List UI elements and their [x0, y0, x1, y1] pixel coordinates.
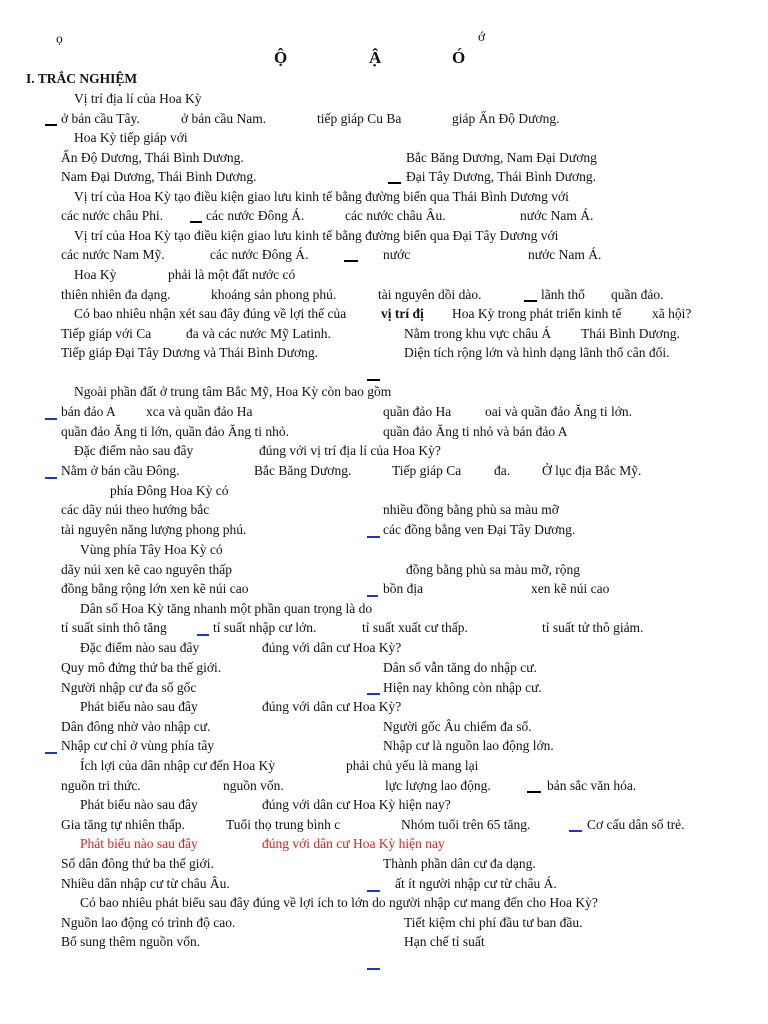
option-2d: Đại Tây Dương, Thái Bình Dương.: [406, 169, 597, 184]
question-4: Vị trí của Hoa Kỳ tạo điều kiện giao lưu kinh tế bằng đường biển qua Đại Tây Dương với: [74, 228, 559, 243]
option-9d: các đồng bằng ven Đại Tây Dương.: [383, 522, 576, 537]
question-9: phía Đông Hoa Kỳ có: [110, 483, 229, 498]
answer-mark: [367, 536, 380, 538]
question-6-part-1: Có bao nhiêu nhận xét sau đây đúng về lợi thế của: [74, 306, 347, 321]
option-5a: thiên nhiên đa dạng.: [61, 287, 171, 302]
section-title: I. TRẮC NGHIỆM: [26, 71, 138, 86]
answer-mark: [344, 260, 358, 262]
option-10b: đồng bằng phù sa màu mỡ, rộng: [406, 562, 580, 577]
option-15d: Cơ cấu dân số trẻ.: [587, 817, 685, 832]
option-7c: quần đảo Ăng ti lớn, quần đảo Ăng ti nhỏ.: [61, 424, 289, 439]
option-1b: ở bán cầu Nam.: [181, 111, 267, 126]
option-2a: Ấn Độ Dương, Thái Bình Dương.: [61, 150, 244, 165]
option-7b-1: quần đảo Ha: [383, 404, 452, 419]
question-14-part-1: Ích lợi của dân nhập cư đến Hoa Kỳ: [80, 758, 276, 773]
answer-mark: [527, 791, 541, 793]
option-7b-2: oai và quần đảo Ăng ti lớn.: [485, 404, 632, 419]
option-10d-cont: xen kẽ núi cao: [531, 581, 610, 596]
question-6-part-2: Hoa Kỳ trong phát triển kinh tế: [452, 306, 622, 321]
question-2: Hoa Kỳ tiếp giáp với: [74, 130, 188, 145]
option-4b: các nước Đông Á.: [210, 247, 309, 262]
answer-mark: [367, 693, 380, 695]
answer-mark: [367, 890, 380, 892]
option-12c: Người nhập cư đa số gốc: [61, 680, 197, 695]
title-part-3: Ó: [452, 48, 466, 67]
question-12-part-1: Đặc điểm nào sau đây: [80, 640, 200, 655]
option-9b: nhiều đồng bằng phù sa màu mỡ: [383, 502, 559, 517]
question-8-part-2: đúng với vị trí địa lí của Hoa Kỳ?: [259, 443, 441, 458]
question-6-keyword: vị trí đị: [381, 306, 424, 321]
option-3d: nước Nam Á.: [520, 208, 594, 223]
option-8b: Bắc Băng Dương.: [254, 463, 352, 478]
statement-17a: Nguồn lao động có trình độ cao.: [61, 915, 236, 930]
option-2b: Bắc Băng Dương, Nam Đại Dương: [406, 150, 597, 165]
option-13d: Nhập cư là nguồn lao động lớn.: [383, 738, 554, 753]
title-part-2: Ậ: [369, 48, 382, 67]
option-2c: Nam Đại Dương, Thái Bình Dương.: [61, 169, 257, 184]
option-1c: tiếp giáp Cu Ba: [317, 111, 402, 126]
option-12a: Quy mô đứng thứ ba thế giới.: [61, 660, 222, 675]
option-14d: bản sắc văn hóa.: [547, 778, 637, 793]
question-14-part-2: phải chủ yếu là mang lại: [346, 758, 479, 773]
option-4c: nước: [383, 247, 411, 262]
question-5-part-2: phải là một đất nước có: [168, 267, 296, 282]
option-15a: Gia tăng tự nhiên thấp.: [61, 817, 185, 832]
question-16-part-2: đúng với dân cư Hoa Kỳ hiện nay: [262, 836, 445, 851]
answer-mark: [45, 477, 57, 479]
question-17: Có bao nhiêu phát biểu sau đây đúng về lợi ích to lớn do người nhập cư mang đến cho Hoa Kỳ?: [80, 895, 598, 910]
statement-6b-1: Nằm trong khu vực châu Á: [404, 326, 552, 341]
statement-17c: Bổ sung thêm nguồn vốn.: [61, 934, 201, 949]
answer-mark: [367, 595, 378, 597]
answer-mark: [45, 124, 57, 126]
option-3c: các nước châu Âu.: [345, 208, 446, 223]
option-5b: khoáng sản phong phú.: [211, 287, 337, 302]
option-4d: nước Nam Á.: [528, 247, 602, 262]
option-16c: Nhiều dân nhập cư từ châu Âu.: [61, 876, 230, 891]
question-16-part-1: Phát biểu nào sau đây: [80, 836, 198, 851]
question-8-part-1: Đặc điểm nào sau đây: [74, 443, 194, 458]
option-8d: Ở lục địa Bắc Mỹ.: [542, 463, 642, 478]
option-5d: lãnh thổ: [541, 287, 585, 302]
option-9c: tài nguyên năng lượng phong phú.: [61, 522, 247, 537]
header-mark-right: ớ: [478, 29, 486, 44]
question-13-part-2: đúng với dân cư Hoa Kỳ?: [262, 699, 402, 714]
question-7: Ngoài phần đất ở trung tâm Bắc Mỹ, Hoa Kỳ còn bao gồm: [74, 384, 392, 399]
header-mark-left: ọ: [56, 31, 63, 46]
option-14c: lực lượng lao động.: [385, 778, 491, 793]
option-11a: tỉ suất sinh thô tăng: [61, 620, 167, 635]
answer-mark: [190, 221, 202, 223]
question-5-part-1: Hoa Kỳ: [74, 267, 117, 282]
answer-mark: [524, 300, 537, 302]
question-11: Dân số Hoa Kỳ tăng nhanh một phần quan trọng là do: [80, 601, 373, 616]
option-1d: giáp Ấn Độ Dương.: [452, 111, 560, 126]
option-4a: các nước Nam Mỹ.: [61, 247, 165, 262]
statement-6a-1: Tiếp giáp với Ca: [61, 326, 152, 341]
option-11d: tỉ suất tử thô giảm.: [542, 620, 644, 635]
option-7d: quần đảo Ăng ti nhỏ và bán đảo A: [383, 424, 568, 439]
option-10a: dãy núi xen kẽ cao nguyên thấp: [61, 562, 232, 577]
option-10c: đồng bằng rộng lớn xen kẽ núi cao: [61, 581, 249, 596]
option-5d-cont: quần đảo.: [611, 287, 664, 302]
statement-17d: Hạn chế tỉ suất: [404, 934, 485, 949]
option-15b: Tuổi thọ trung bình c: [226, 817, 341, 832]
option-15c: Nhóm tuổi trên 65 tăng.: [401, 817, 531, 832]
option-11c: tỉ suất xuất cư thấp.: [362, 620, 468, 635]
option-8c-1: Tiếp giáp Ca: [392, 463, 462, 478]
option-14a: nguồn tri thức.: [61, 778, 141, 793]
option-8a: Nằm ở bán cầu Đông.: [61, 463, 180, 478]
option-10d: bồn địa: [383, 581, 424, 596]
option-13a: Dân đông nhờ vào nhập cư.: [61, 719, 211, 734]
statement-6a-2: đa và các nước Mỹ Latinh.: [186, 326, 331, 341]
question-1: Vị trí địa lí của Hoa Kỳ: [74, 91, 202, 106]
option-13c: Nhập cư chỉ ở vùng phía tây: [61, 738, 215, 753]
option-12d: Hiện nay không còn nhập cư.: [383, 680, 542, 695]
option-1a: ở bán cầu Tây.: [61, 111, 140, 126]
statement-17b: Tiết kiệm chi phí đầu tư ban đầu.: [404, 915, 583, 930]
option-16a: Số dân đông thứ ba thế giới.: [61, 856, 214, 871]
option-12b: Dân số vẫn tăng do nhập cư.: [383, 660, 537, 675]
answer-mark: [388, 182, 401, 184]
option-11b: tỉ suất nhập cư lớn.: [213, 620, 317, 635]
answer-mark: [197, 634, 209, 636]
statement-6d: Diện tích rộng lớn và hình dạng lãnh thổ cân đối.: [404, 345, 670, 360]
option-9a: các dãy núi theo hướng bắc: [61, 502, 210, 517]
title-part-1: Ộ: [274, 48, 288, 67]
question-3: Vị trí của Hoa Kỳ tạo điều kiện giao lưu kinh tế bằng đường biển qua Thái Bình Dương với: [74, 189, 569, 204]
option-14b: nguồn vốn.: [223, 778, 284, 793]
option-3a: các nước châu Phi.: [61, 208, 164, 223]
question-6-part-3: xã hội?: [652, 306, 692, 321]
question-13-part-1: Phát biểu nào sau đây: [80, 699, 198, 714]
question-15-part-2: đúng với dân cư Hoa Kỳ hiện nay?: [262, 797, 451, 812]
answer-mark: [45, 752, 57, 754]
statement-6c: Tiếp giáp Đại Tây Dương và Thái Bình Dương.: [61, 345, 319, 360]
question-15-part-1: Phát biểu nào sau đây: [80, 797, 198, 812]
option-16d: ất ít người nhập cư từ châu Á.: [395, 876, 557, 891]
option-7a-1: bán đảo A: [61, 404, 116, 419]
option-16b: Thành phần dân cư đa dạng.: [383, 856, 536, 871]
answer-mark: [367, 379, 380, 381]
answer-mark: [367, 968, 380, 970]
option-8c-2: đa.: [494, 463, 511, 478]
option-13b: Người gốc Âu chiếm đa số.: [383, 719, 532, 734]
answer-mark: [569, 830, 582, 832]
question-10: Vùng phía Tây Hoa Kỳ có: [80, 542, 223, 557]
answer-mark: [45, 418, 57, 420]
option-3b: các nước Đông Á.: [206, 208, 305, 223]
statement-6b-2: Thái Bình Dương.: [581, 326, 680, 341]
option-7a-2: xca và quần đảo Ha: [146, 404, 253, 419]
question-12-part-2: đúng với dân cư Hoa Kỳ?: [262, 640, 402, 655]
option-5c: tài nguyên dồi dào.: [378, 287, 482, 302]
